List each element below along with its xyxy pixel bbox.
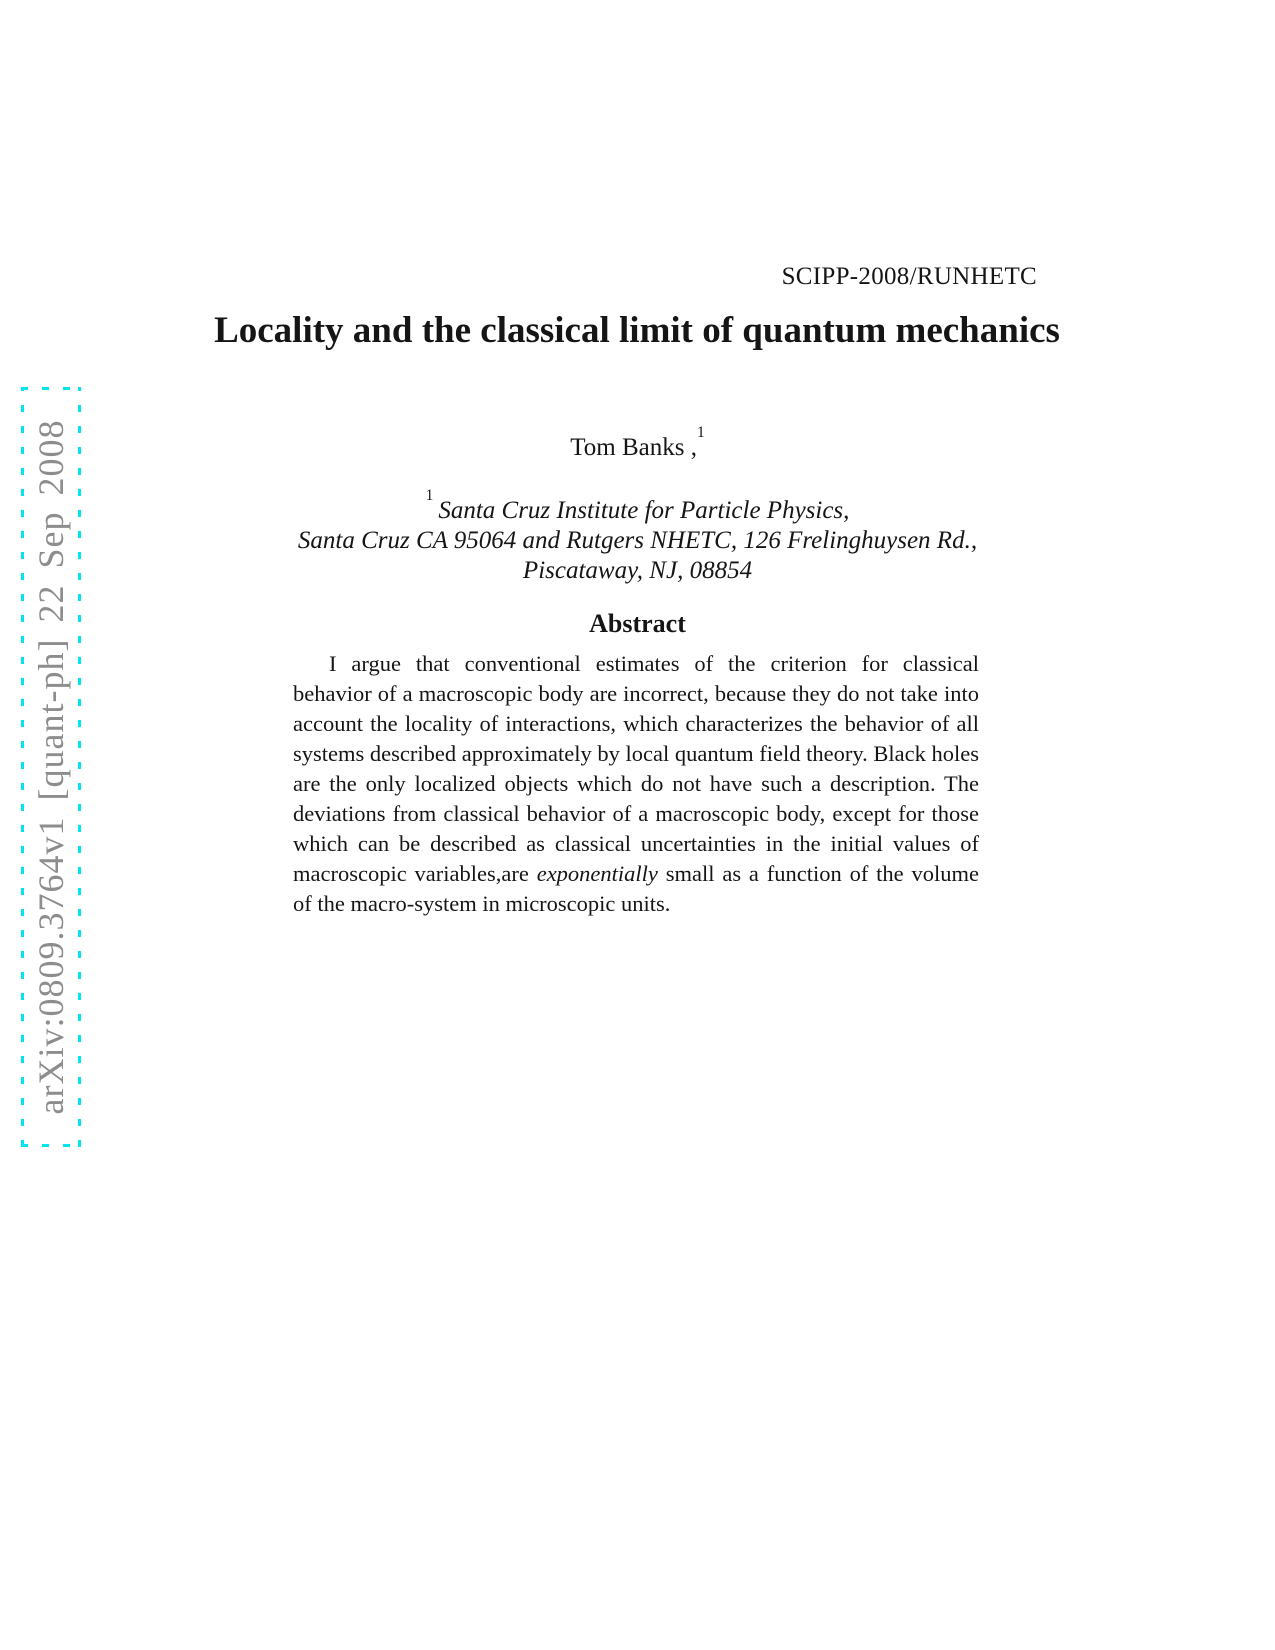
author-name: Tom Banks , <box>570 434 697 461</box>
author-footnote-mark: 1 <box>696 424 705 442</box>
abstract-body <box>293 649 979 919</box>
report-number: SCIPP-2008/RUNHETC <box>781 263 1037 290</box>
affiliation-footnote-mark: 1 <box>425 487 434 505</box>
paper-title: Locality and the classical limit of quantum mechanics <box>214 310 1060 351</box>
abstract-italic-word: exponentially <box>536 861 658 886</box>
affiliation-line-2: Santa Cruz CA 95064 and Rutgers NHETC, 126 Frelinghuysen Rd., <box>297 527 978 554</box>
abstract-text-cont: small as a function of the volume of the macro-system in microscopic units. <box>293 861 980 916</box>
arxiv-identifier: arXiv:0809.3764v1 [quant-ph] 22 Sep 2008 <box>31 419 71 1115</box>
abstract-text: I argue that conventional estimates of the criterion for classical behavior of a macroscopic body are incorrect, because they do not take into account the locality of interactions, which characterizes the behavior of all systems described approximately by local quantum field theory. Black holes are the only localized objects which do not have such a description. The deviations from classical behavior of a macroscopic body, except for those which can be described as classical uncertainties in the initial values of macroscopic variables,are <box>293 651 979 886</box>
affiliation-line-1-text: Santa Cruz Institute for Particle Physics, <box>438 497 850 524</box>
affiliation-line-1 <box>150 487 1125 526</box>
author-line <box>150 424 1125 462</box>
abstract-heading: Abstract <box>589 609 686 638</box>
affiliation-line-3: Piscataway, NJ, 08854 <box>522 557 753 584</box>
affiliation-block <box>150 487 1125 586</box>
arxiv-watermark-box <box>21 387 81 1147</box>
